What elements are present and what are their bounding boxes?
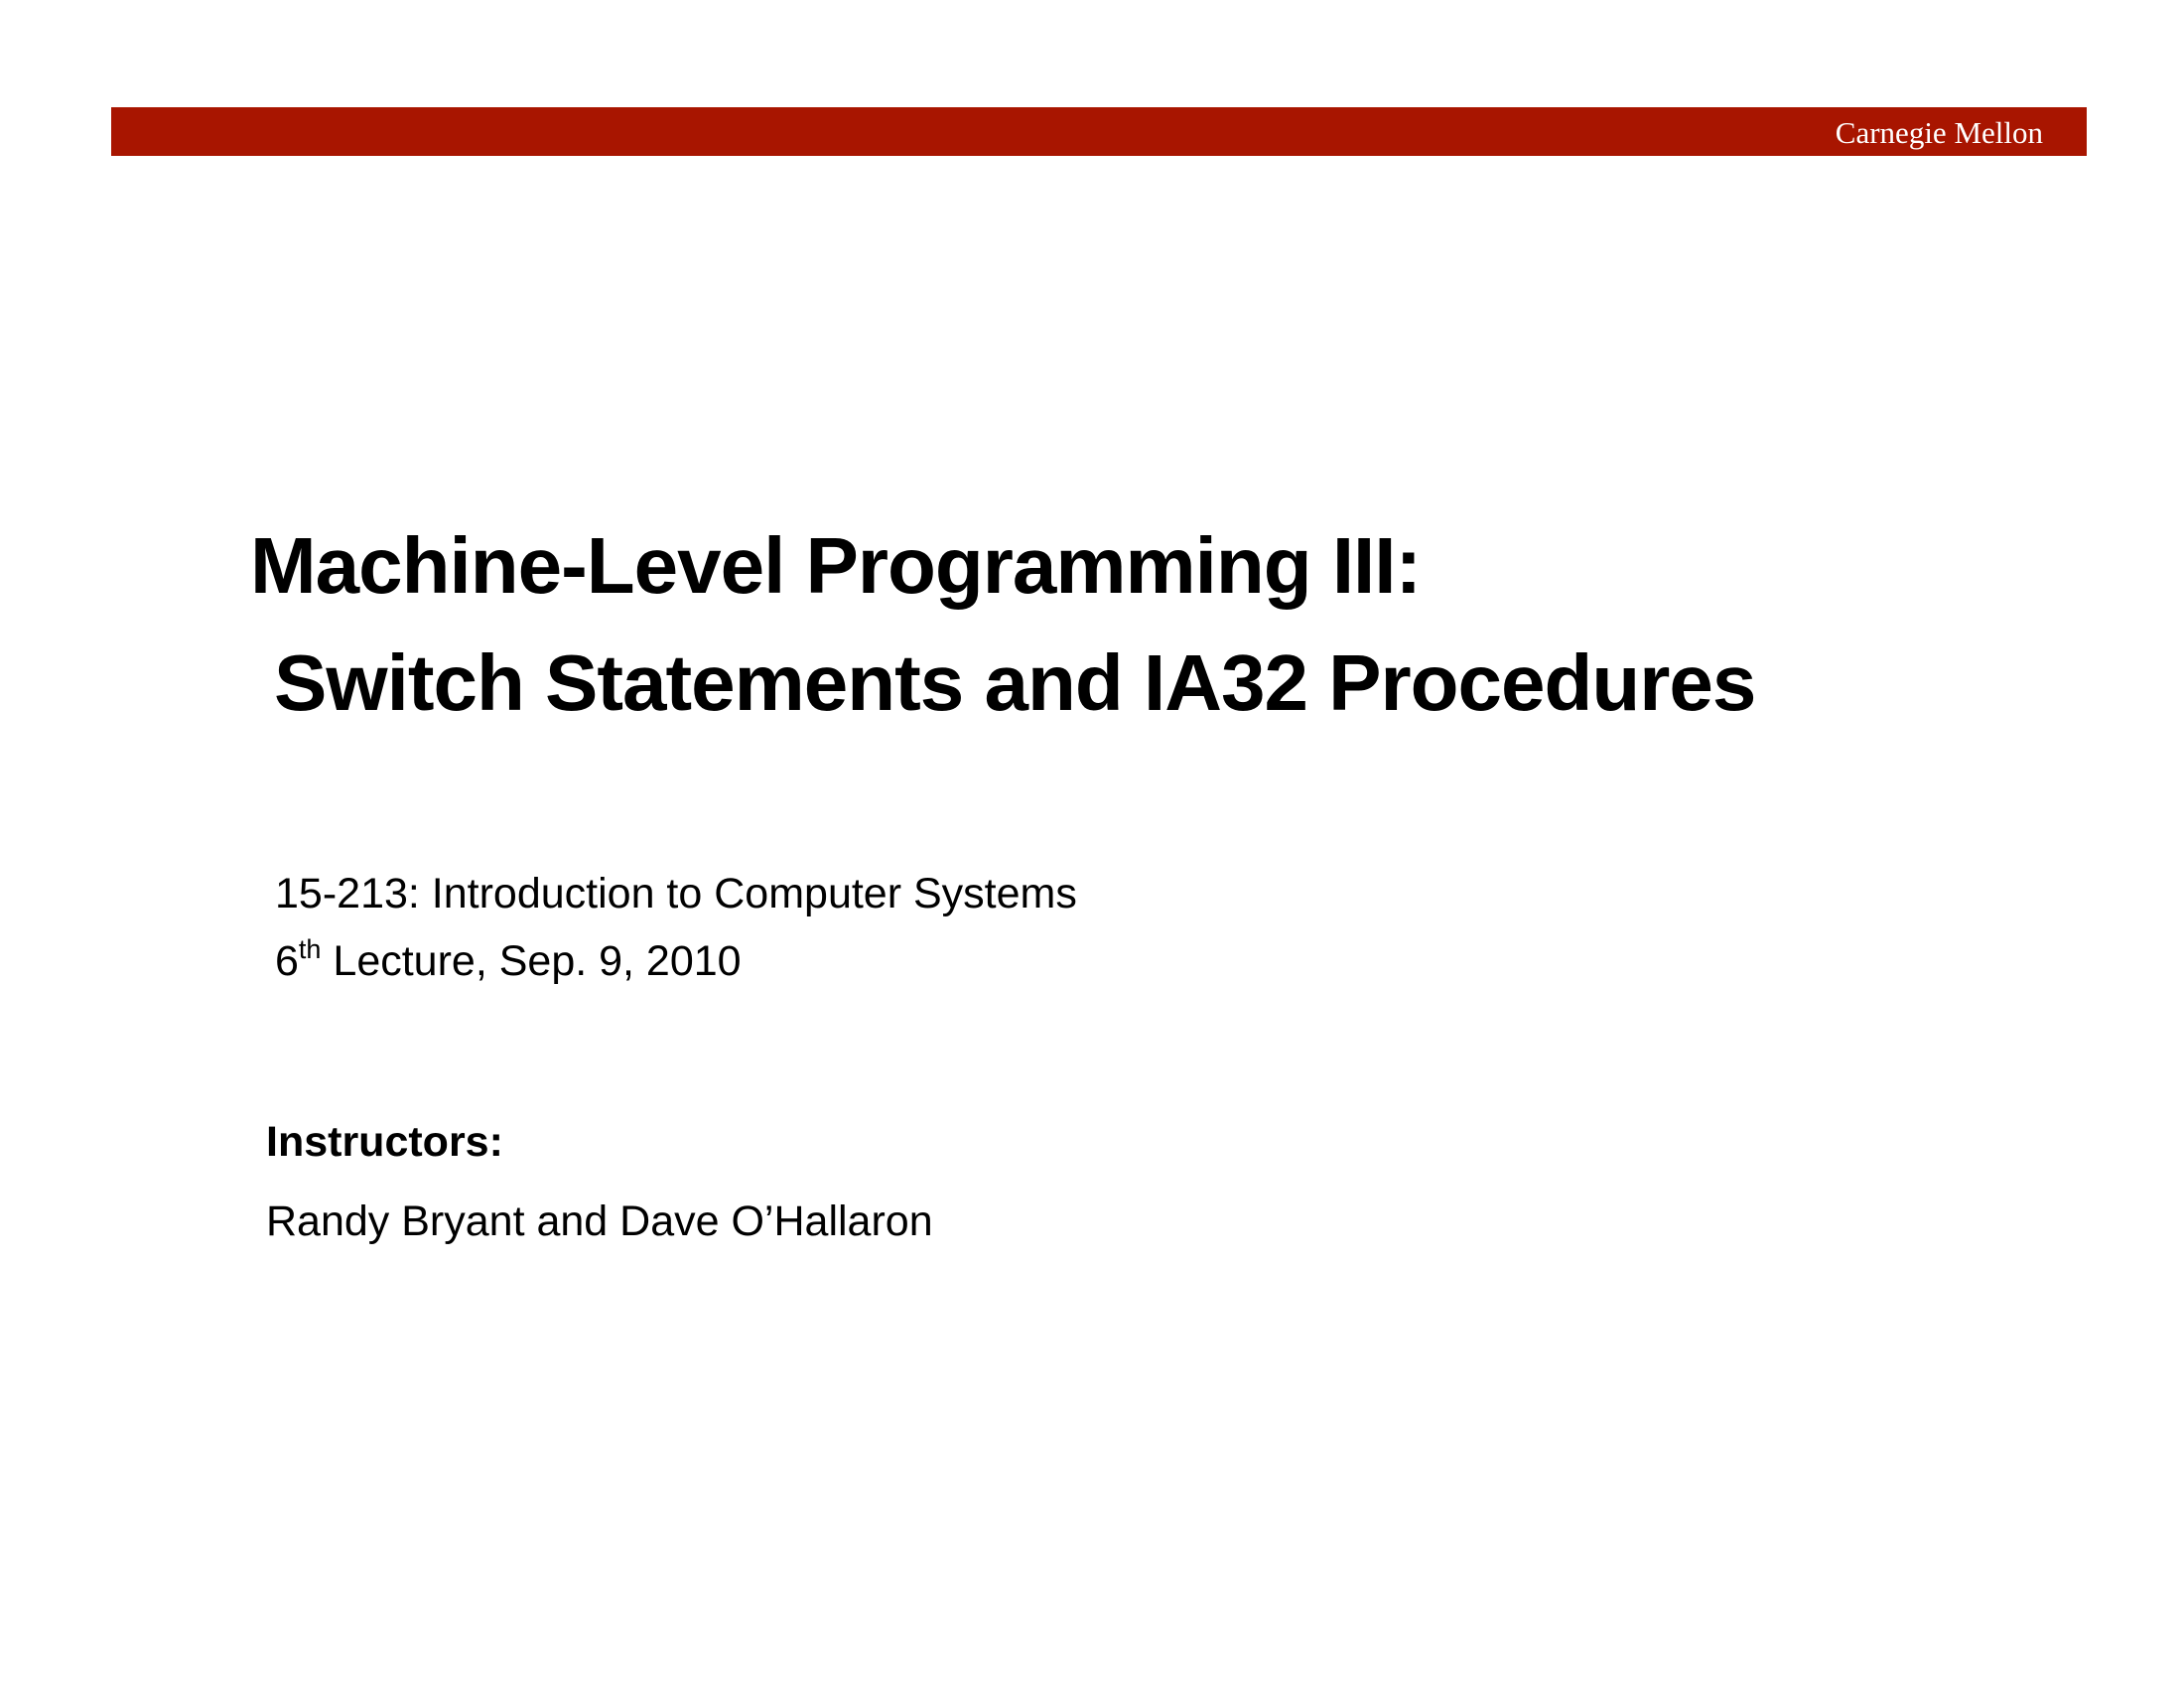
title-line-1: Machine-Level Programming III:: [250, 521, 1422, 610]
instructors-names: Randy Bryant and Dave O’Hallaron: [266, 1197, 933, 1245]
institution-name: Carnegie Mellon: [1835, 115, 2043, 150]
lecture-suffix: th: [298, 934, 322, 964]
header-bar: [111, 107, 2087, 156]
instructors-label: Instructors:: [266, 1118, 503, 1166]
slide-title: [250, 507, 1755, 742]
course-title: 15-213: Introduction to Computer Systems: [275, 870, 1077, 917]
lecture-number: 6: [275, 937, 299, 985]
lecture-info: [275, 927, 1077, 995]
course-info: [275, 860, 1077, 995]
title-line-2: Switch Statements and IA32 Procedures: [274, 638, 1756, 727]
lecture-date: Lecture, Sep. 9, 2010: [321, 937, 742, 985]
